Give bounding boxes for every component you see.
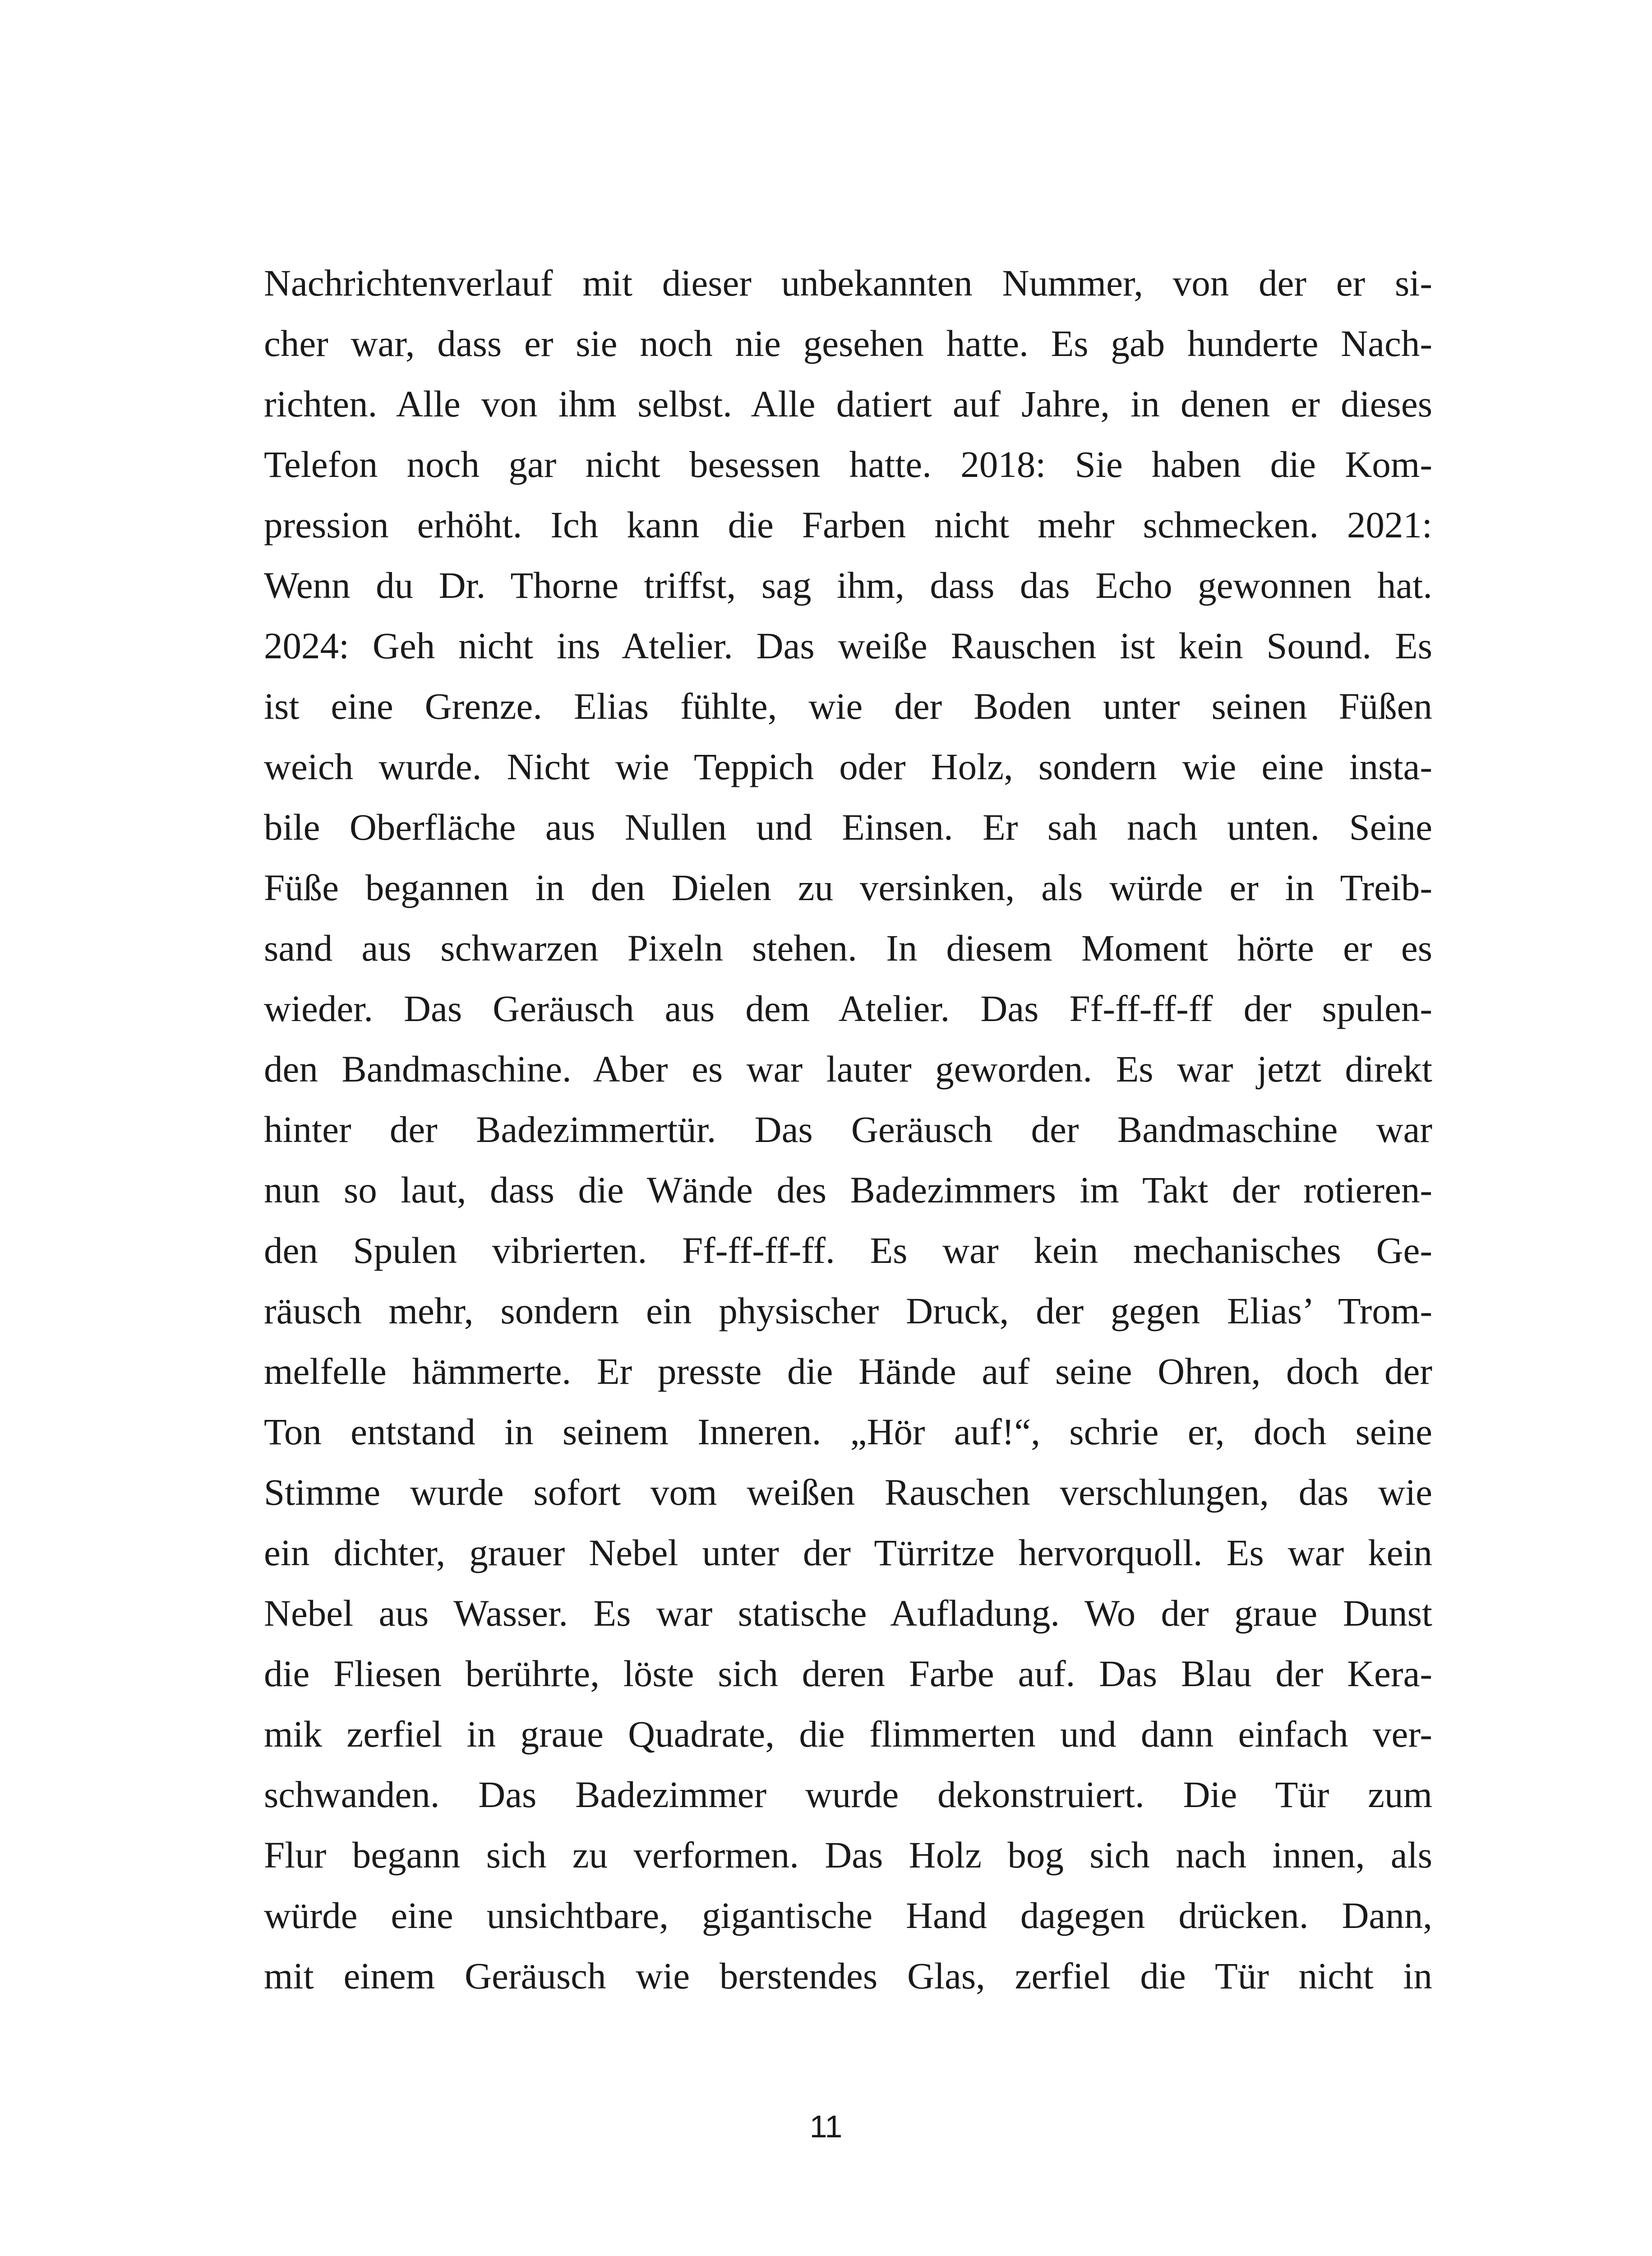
text-line: Telefon noch gar nicht besessen hatte. 2018: Sie haben die Kom- xyxy=(264,444,1432,485)
text-line: wieder. Das Geräusch aus dem Atelier. Das Ff-ff-ff-ff der spulen- xyxy=(264,988,1432,1029)
text-line: schwanden. Das Badezimmer wurde dekonstruiert. Die Tür zum xyxy=(264,1774,1432,1815)
text-line: Füße begannen in den Dielen zu versinken, als würde er in Treib- xyxy=(264,867,1432,908)
text-line: Ton entstand in seinem Inneren. „Hör auf!“, schrie er, doch seine xyxy=(264,1411,1432,1452)
text-line: Flur begann sich zu verformen. Das Holz bog sich nach innen, als xyxy=(264,1834,1432,1876)
text-line: nun so laut, dass die Wände des Badezimmers im Takt der rotieren- xyxy=(264,1169,1432,1211)
text-line: mit einem Geräusch wie berstendes Glas, zerfiel die Tür nicht in xyxy=(264,1955,1432,1997)
text-line: ein dichter, grauer Nebel unter der Türritze hervorquoll. Es war kein xyxy=(264,1532,1432,1573)
text-line: die Fliesen berührte, löste sich deren Farbe auf. Das Blau der Kera- xyxy=(264,1653,1432,1694)
text-line: ist eine Grenze. Elias fühlte, wie der Boden unter seinen Füßen xyxy=(264,685,1432,727)
text-line: Stimme wurde sofort vom weißen Rauschen verschlungen, das wie xyxy=(264,1471,1432,1513)
text-line: würde eine unsichtbare, gigantische Hand dagegen drücken. Dann, xyxy=(264,1895,1432,1936)
text-line: bile Oberfläche aus Nullen und Einsen. Er sah nach unten. Seine xyxy=(264,806,1432,848)
text-line: hinter der Badezimmertür. Das Geräusch der Bandmaschine war xyxy=(264,1109,1432,1150)
text-line: den Bandmaschine. Aber es war lauter geworden. Es war jetzt direkt xyxy=(264,1048,1432,1090)
text-line: Nebel aus Wasser. Es war statische Aufladung. Wo der graue Dunst xyxy=(264,1592,1432,1634)
page-number: 11 xyxy=(809,2109,843,2144)
text-line: cher war, dass er sie noch nie gesehen hatte. Es gab hunderte Nach- xyxy=(264,323,1432,364)
text-line: melfelle hämmerte. Er presste die Hände auf seine Ohren, doch der xyxy=(264,1350,1432,1392)
text-line: Wenn du Dr. Thorne triffst, sag ihm, dass das Echo gewonnen hat. xyxy=(264,564,1432,606)
text-line: weich wurde. Nicht wie Teppich oder Holz, sondern wie eine insta- xyxy=(264,746,1432,787)
text-line: pression erhöht. Ich kann die Farben nicht mehr schmecken. 2021: xyxy=(264,504,1432,546)
text-line: mik zerfiel in graue Quadrate, die flimmerten und dann einfach ver- xyxy=(264,1713,1432,1755)
text-line: sand aus schwarzen Pixeln stehen. In diesem Moment hörte er es xyxy=(264,927,1432,969)
text-line: räusch mehr, sondern ein physischer Druck, der gegen Elias’ Trom- xyxy=(264,1290,1432,1331)
text-line: 2024: Geh nicht ins Atelier. Das weiße Rauschen ist kein Sound. Es xyxy=(264,625,1432,666)
body-text xyxy=(264,253,1432,2006)
text-line: Nachrichtenverlauf mit dieser unbekannten Nummer, von der er si- xyxy=(264,262,1432,304)
text-line: den Spulen vibrierten. Ff-ff-ff-ff. Es war kein mechanisches Ge- xyxy=(264,1230,1432,1271)
text-line: richten. Alle von ihm selbst. Alle datiert auf Jahre, in denen er dieses xyxy=(264,383,1432,425)
